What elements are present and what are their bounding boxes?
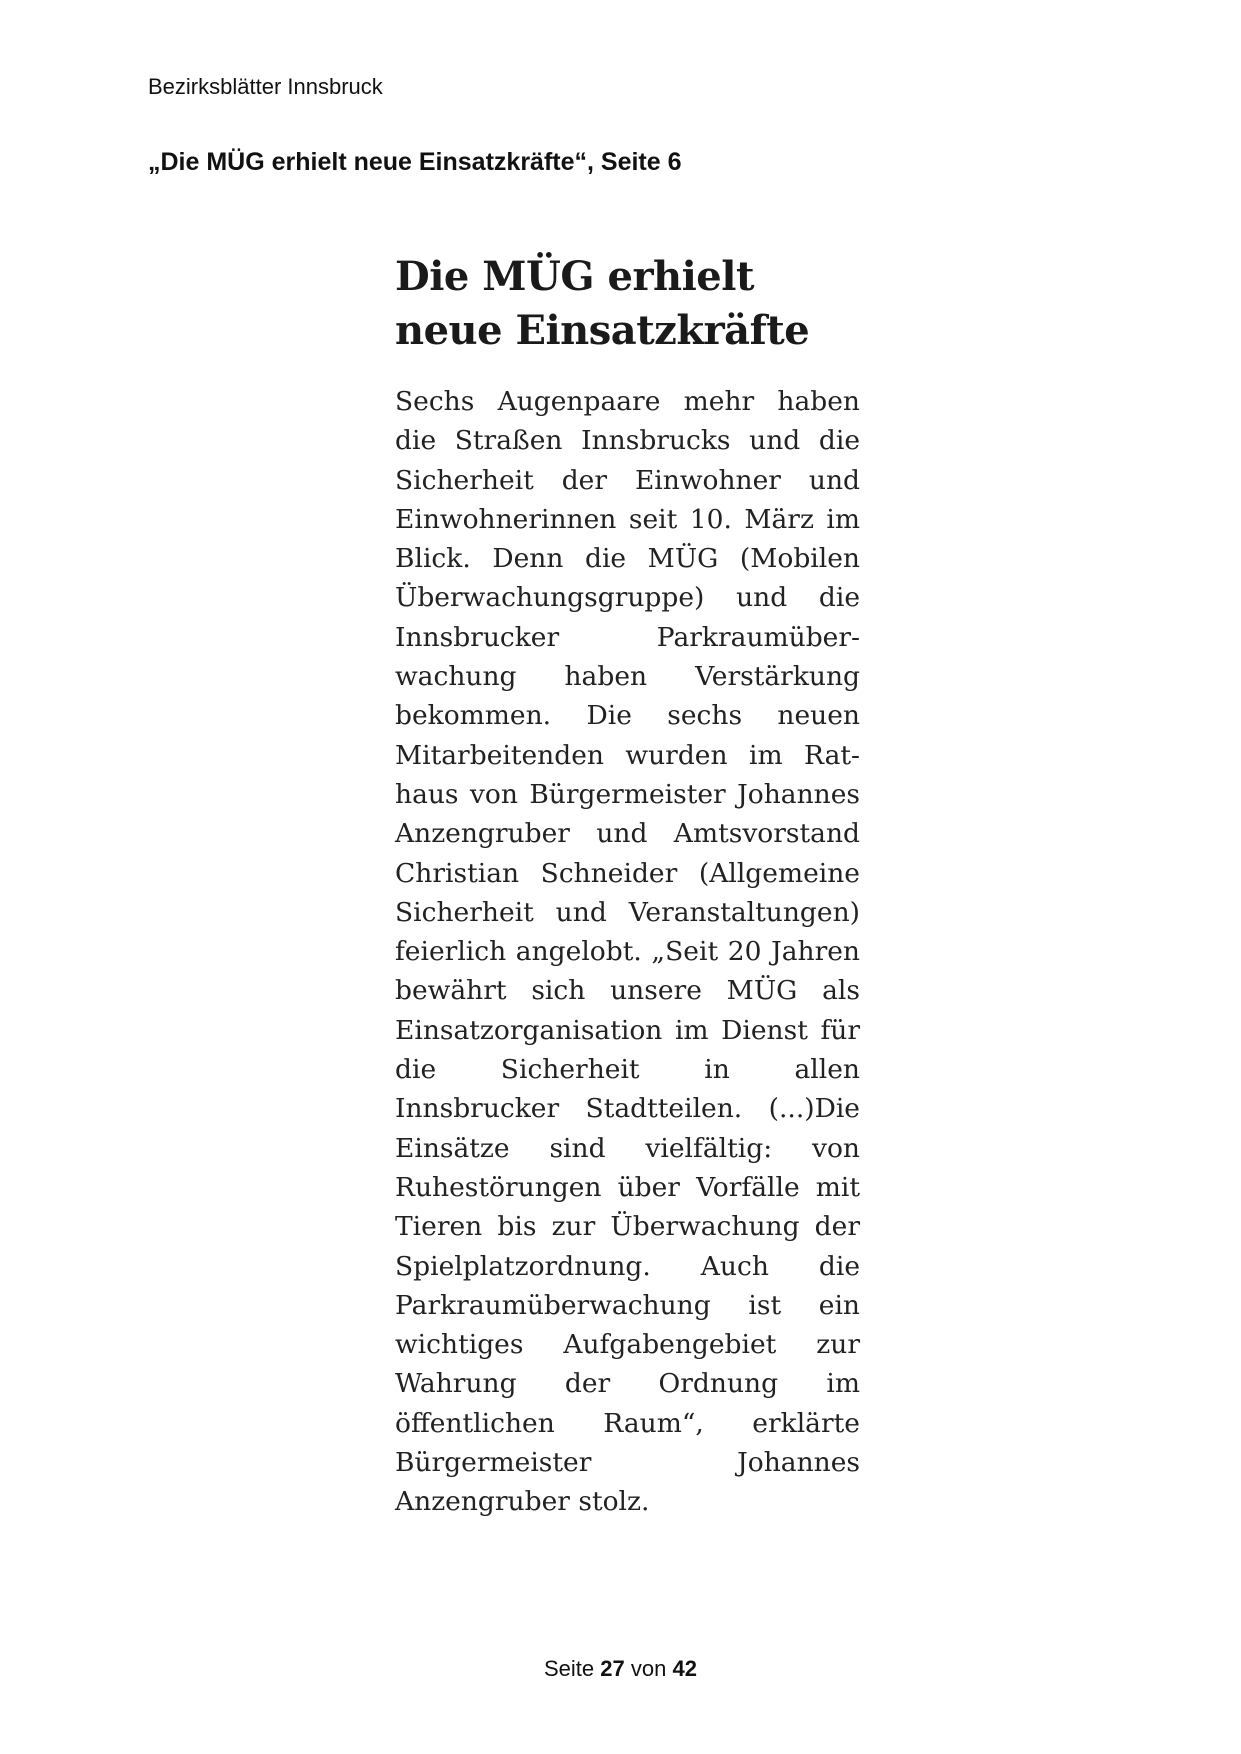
footer-prefix: Seite: [544, 1656, 595, 1681]
article-headline: [395, 250, 860, 358]
article-clipping: [395, 250, 860, 1522]
article-body: Sechs Augenpaare mehr haben die Straßen Innsbrucks und die Sicherheit der Einwohner und Einwohnerinnen seit 10. März im Blick. Denn die MÜG (Mobilen Überwachungsgruppe) und die Innsbrucker Parkraumüberwachung haben Verstärkung bekommen. Die sechs neuen Mitarbeitenden wurden im Rathaus von Bürgermeister Johannes Anzengruber und Amtsvorstand Christian Schneider (Allgemeine Sicherheit und Veranstaltungen) feierlich angelobt. „Seit 20 Jahren bewährt sich unsere MÜG als Einsatzorganisation im Dienst für die Sicherheit in allen Innsbrucker Stadtteilen. (...)Die Einsätze sind vielfältig: von Ruhestörungen über Vorfälle mit Tieren bis zur Überwachung der Spielplatzordnung. Auch die Parkraumüberwachung ist ein wichtiges Aufgabengebiet zur Wahrung der Ordnung im öffentlichen Raum“, erklärte Bürgermeister Johannes Anzengruber stolz.: [395, 386, 860, 1518]
publication-source: Bezirksblätter Innsbruck: [148, 74, 383, 99]
reference-title: „Die MÜG erhielt neue Einsatzkräfte“, Seite 6: [148, 148, 682, 176]
page-footer: [0, 1656, 1241, 1682]
headline-line-1: Die MÜG erhielt: [395, 253, 754, 300]
total-pages-number: 42: [672, 1656, 697, 1681]
footer-separator: von: [630, 1656, 667, 1681]
headline-line-2: neue Einsatzkräfte: [395, 307, 810, 354]
current-page-number: 27: [600, 1656, 625, 1681]
